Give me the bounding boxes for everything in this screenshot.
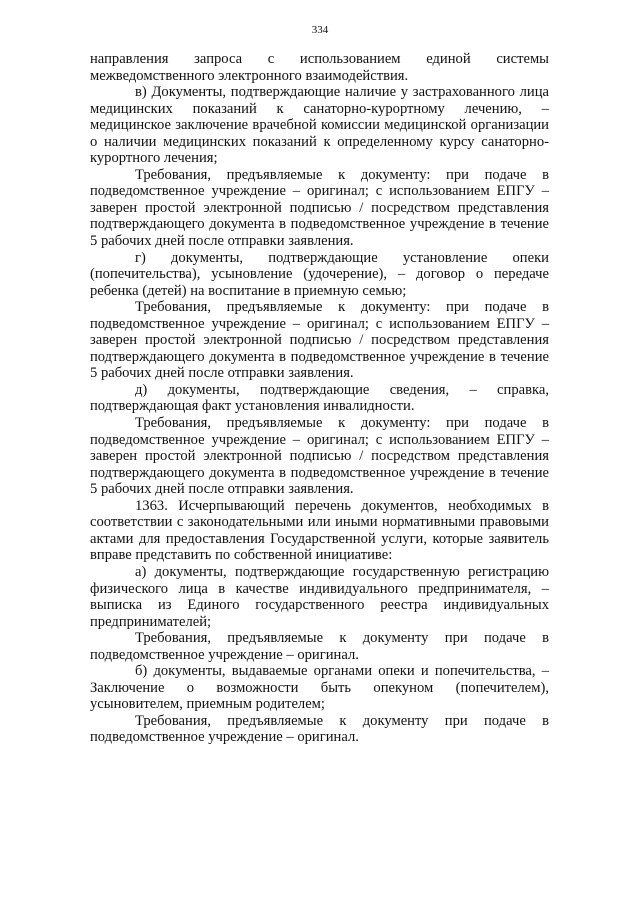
page-number: 334 xyxy=(311,24,329,36)
paragraph-requirements: Требования, предъявляемые к документу: при подаче в подведомственное учреждение – оригинал; с использованием ЕПГУ – заверен простой электронной подписью / посредством представления подтверждающего документа в подведомственное учреждение в течение 5 рабочих дней после отправки заявления. xyxy=(90,299,549,382)
paragraph-continuation: направления запроса с использованием единой системы межведомственного электронного взаимодействия. xyxy=(90,51,549,84)
paragraph-section-1363: 1363. Исчерпывающий перечень документов, необходимых в соответствии с законодательными или иными нормативными правовыми актами для предоставления Государственной услуги, которые заявитель вправе представить по собственной инициативе: xyxy=(90,497,549,564)
paragraph-requirements: Требования, предъявляемые к документу при подаче в подведомственное учреждение – оригинал. xyxy=(90,630,549,663)
paragraph-item-d: д) документы, подтверждающие сведения, – справка, подтверждающая факт установления инвалидности. xyxy=(90,381,549,415)
paragraph-item-a: а) документы, подтверждающие государственную регистрацию физического лица в качестве индивидуального предпринимателя, – выписка из Единого государственного реестра индивидуальных предпринимателей; xyxy=(90,563,549,630)
paragraph-item-v: в) Документы, подтверждающие наличие у застрахованного лица медицинских показаний к санаторно-курортному лечению, – медицинское заключение врачебной комиссии медицинской организации о наличии медицинских показаний к определенному курсу санаторно-курортного лечения; xyxy=(90,84,549,167)
paragraph-requirements: Требования, предъявляемые к документу: при подаче в подведомственное учреждение – оригинал; с использованием ЕПГУ – заверен простой электронной подписью / посредством представления подтверждающего документа в подведомственное учреждение в течение 5 рабочих дней после отправки заявления. xyxy=(90,415,549,498)
paragraph-requirements: Требования, предъявляемые к документу при подаче в подведомственное учреждение – оригинал. xyxy=(90,712,549,746)
paragraph-item-g: г) документы, подтверждающие установление опеки (попечительства), усыновление (удочерение), – договор о передаче ребенка (детей) на воспитание в приемную семью; xyxy=(90,249,549,299)
paragraph-item-b: б) документы, выдаваемые органами опеки и попечительства, – Заключение о возможности быть опекуном (попечителем), усыновителем, приемным родителем; xyxy=(90,663,549,713)
document-body xyxy=(90,51,549,746)
paragraph-requirements: Требования, предъявляемые к документу: при подаче в подведомственное учреждение – оригинал; с использованием ЕПГУ – заверен простой электронной подписью / посредством представления подтверждающего документа в подведомственное учреждение в течение 5 рабочих дней после отправки заявления. xyxy=(90,166,549,250)
